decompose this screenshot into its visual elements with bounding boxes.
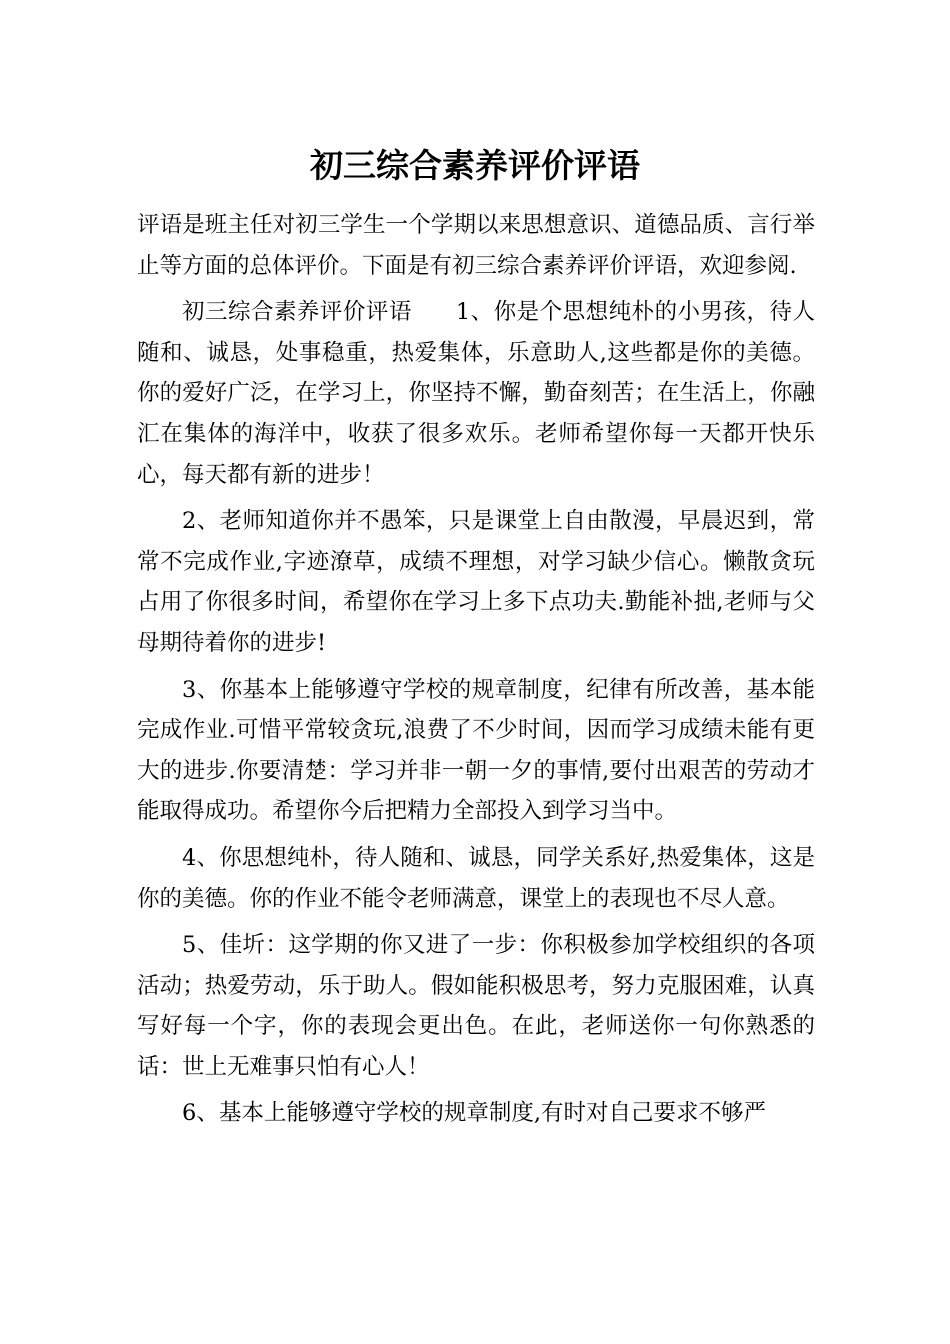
paragraph-1-text: 1、你是个思想纯朴的小男孩，待人随和、诚恳，处事稳重，热爱集体，乐意助人,这些都是你的美德。你的爱好广泛，在学习上，你坚持不懈，勤奋刻苦；在生活上，你融汇在集体的海洋中，收获了很多欢乐。老师希望你每一天都开快乐心，每天都有新的进步！ <box>137 299 815 488</box>
paragraph-2: 2、老师知道你并不愚笨，只是课堂上自由散漫，早晨迟到，常常不完成作业,字迹潦草，成绩不理想，对学习缺少信心。懒散贪玩占用了你很多时间，希望你在学习上多下点功夫.勤能补拙,老师与父母期待着你的进步! <box>137 508 815 656</box>
paragraph-5: 5、佳圻：这学期的你又进了一步：你积极参加学校组织的各项活动；热爱劳动，乐于助人。假如能积极思考，努力克服困难，认真写好每一个字，你的表现会更出色。在此，老师送你一句你熟悉的话：世上无难事只怕有心人！ <box>137 932 815 1080</box>
document-title: 初三综合素养评价评语 <box>310 146 640 185</box>
paragraph-1 <box>137 292 815 495</box>
paragraph-6: 6、基本上能够遵守学校的规章制度,有时对自己要求不够严 <box>182 1100 766 1127</box>
paragraph-4: 4、你思想纯朴，待人随和、诚恳，同学关系好,热爱集体，这是你的美德。你的作业不能令老师满意，课堂上的表现也不尽人意。 <box>137 844 815 912</box>
document-body <box>137 205 815 1140</box>
subheading: 初三综合素养评价评语 <box>182 299 412 326</box>
paragraph-3: 3、你基本上能够遵守学校的规章制度，纪律有所改善，基本能完成作业.可惜平常较贪玩,浪费了不少时间，因而学习成绩未能有更大的进步.你要清楚：学习并非一朝一夕的事情,要付出艰苦的劳动才能取得成功。希望你今后把精力全部投入到学习当中。 <box>137 676 815 825</box>
intro-paragraph: 评语是班主任对初三学生一个学期以来思想意识、道德品质、言行举止等方面的总体评价。下面是有初三综合素养评价评语，欢迎参阅. <box>137 212 815 279</box>
